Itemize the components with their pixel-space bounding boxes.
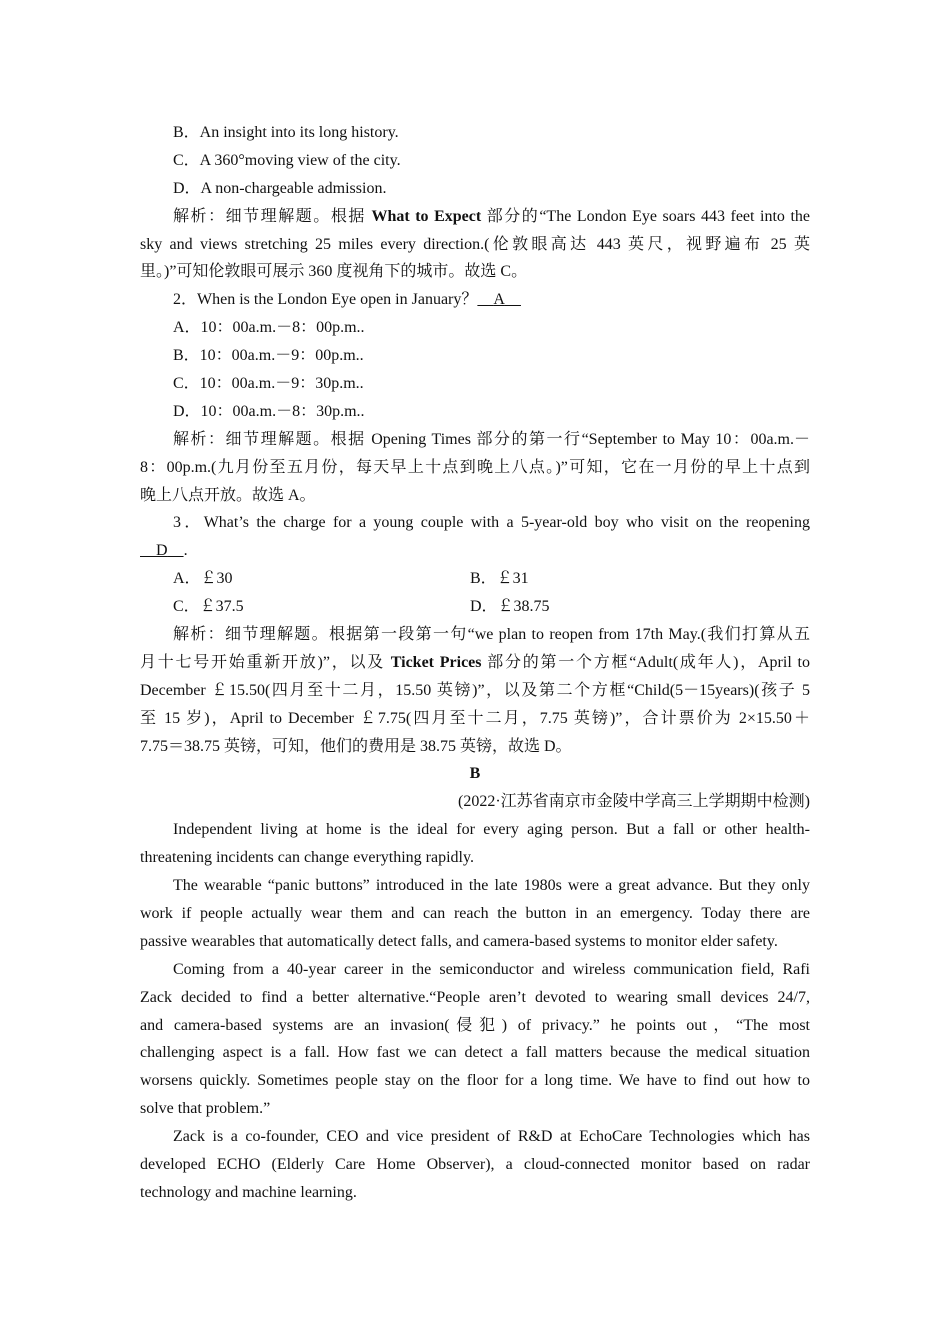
q3-option-c: C．￡37.5 [173,598,244,616]
q3-options-row-2 [140,593,810,621]
section-label: B [469,765,481,783]
q1-option-c: C．A 360°moving view of the city. [173,151,401,169]
passage-p4-line-3: technology and machine learning. [140,1183,357,1201]
q3-analysis-line-4: 至 15 岁)，April to December ￡7.75(四月至十二月，7.75 英镑)”，合计票价为 2×15.50＋ [140,709,810,727]
passage-p1-line-1: Independent living at home is the ideal for every aging person. But a fall or other health- [173,821,810,839]
passage-p3-line-2: Zack decided to find a better alternative.“People aren’t devoted to wearing small devices 24/7, [140,988,810,1006]
q3-option-b: B．￡31 [470,570,529,588]
passage-p3-line-5: worsens quickly. Sometimes people stay on the floor for a long time. We have to find out how to [140,1072,810,1090]
q3-options-row-1 [140,565,810,593]
q2-stem: 2．When is the London Eye open in January？ A [140,286,810,314]
q2-option-c: C．10：00a.m.－9：30p.m.. [173,375,364,393]
passage-p2-line-2: work if people actually wear them and can reach the button in an emergency. Today there are [140,904,810,922]
q3-option-a: A．￡30 [173,570,233,588]
passage-p1-line-2: threatening incidents can change everything rapidly. [140,849,474,867]
q3-stem: 3．What’s the charge for a young couple with a 5-year-old boy who visit on the reopening [173,514,810,532]
q1-option-b: B．An insight into its long history. [173,124,399,141]
q3-analysis-line-2: 月十七号开始重新开放)”，以及 Ticket Prices 部分的第一个方框“Adult(成年人)，April to [140,653,810,671]
q1-analysis-line-3: 里。)”可知伦敦眼可展示 360 度视角下的城市。故选 C。 [140,263,528,281]
q2-option-a: A．10：00a.m.－8：00p.m.. [173,319,365,337]
q1-option-d: D．A non-chargeable admission. [173,179,387,197]
passage-p4-line-2: developed ECHO (Elderly Care Home Observer), a cloud-connected monitor based on radar [140,1155,810,1173]
q1-analysis-line-2: sky and views stretching 25 miles every direction.(伦敦眼高达 443 英尺，视野遍布 25 英 [140,235,810,253]
q3-analysis-line-3: December ￡15.50(四月至十二月，15.50 英镑)”，以及第二个方框“Child(5－15years)(孩子 5 [140,681,810,699]
q2-option-d: D．10：00a.m.－8：30p.m.. [173,402,365,420]
q2-option-b: B．10：00a.m.－9：00p.m.. [173,347,364,365]
section-source: (2022·江苏省南京市金陵中学高三上学期期中检测) [458,793,810,811]
q3-option-d: D．￡38.75 [470,598,550,616]
q2-answer-blank: A [493,291,505,309]
passage-p3-line-3: and camera-based systems are an invasion(侵犯) of privacy.” he points out，“The most [140,1016,810,1034]
passage-p4-line-1: Zack is a co-founder, CEO and vice president of R&D at EchoCare Technologies which has [173,1128,810,1146]
passage-p3-line-4: challenging aspect is a fall. How fast we can detect a fall matters because the medical situation [140,1044,810,1062]
document-page [140,119,810,1207]
q3-analysis-line-5: 7.75＝38.75 英镑，可知，他们的费用是 38.75 英镑，故选 D。 [140,737,572,755]
q1-analysis-line-1: 解析：细节理解题。根据 What to Expect 部分的“The London Eye soars 443 feet into the [173,207,810,225]
passage-p2-line-1: The wearable “panic buttons” introduced in the late 1980s were a great advance. But they only [173,877,810,895]
q2-analysis-line-3: 晚上八点开放。故选 A。 [140,486,316,504]
q2-analysis-line-1: 解析：细节理解题。根据 Opening Times 部分的第一行“September to May 10：00a.m.－ [173,430,810,448]
q2-analysis-line-2: 8：00p.m.(九月份至五月份，每天早上十点到晚上八点。)”可知，它在一月份的早上十点到 [140,458,810,476]
q3-stem-cont: D . [140,537,810,565]
passage-p2-line-3: passive wearables that automatically detect falls, and camera-based systems to monitor elder safety. [140,932,778,950]
passage-p3-line-6: solve that problem.” [140,1100,271,1118]
passage-p3-line-1: Coming from a 40-year career in the semiconductor and wireless communication field, Rafi [173,960,810,978]
q3-answer-blank: D [156,542,168,560]
q3-analysis-line-1: 解析：细节理解题。根据第一段第一句“we plan to reopen from 17th May.(我们打算从五 [173,626,810,644]
